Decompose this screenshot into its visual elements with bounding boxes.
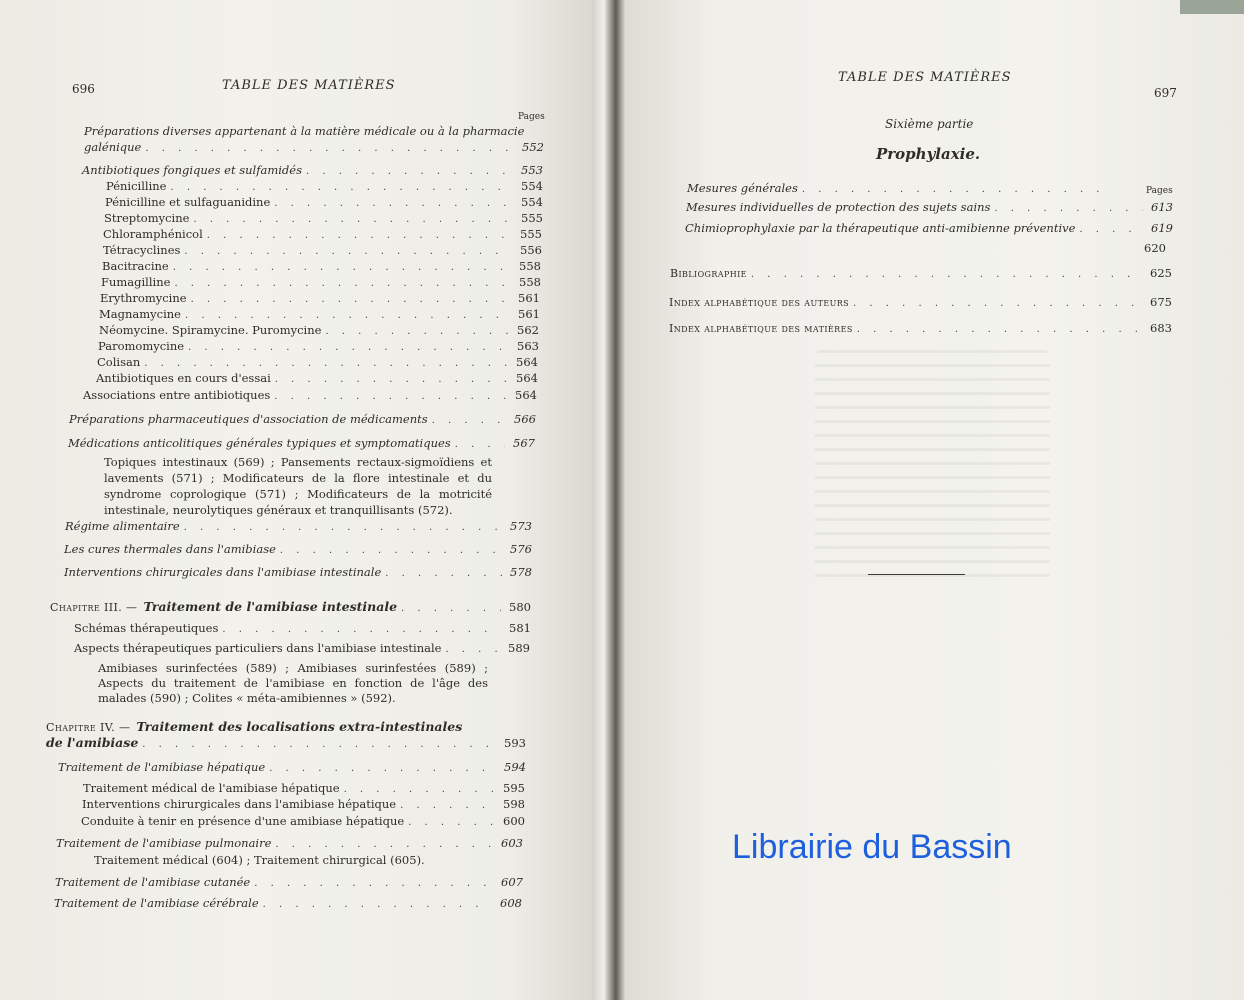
toc-entry: Tétracyclines . . . 556 <box>103 243 542 259</box>
toc-entry: Médications anticolitiques générales typiques et symptomatiques . . . 567 <box>68 436 535 452</box>
part-title: Prophylaxie. <box>876 145 981 163</box>
toc-entry: Antibiotiques en cours d'essai . . . 564 <box>96 371 538 387</box>
toc-entry: Index alphabétique des matières . . . 683 <box>669 321 1172 337</box>
toc-entry: Magnamycine . . . 561 <box>99 307 540 323</box>
toc-entry: Régime alimentaire . . . 573 <box>65 519 532 535</box>
toc-entry: Aspects thérapeutiques particuliers dans l'amibiase intestinale . . . 589 <box>74 641 530 657</box>
left-pages-label: Pages <box>518 112 545 122</box>
end-rule <box>868 574 965 575</box>
toc-subentries: Traitement médical (604) ; Traitement chirurgical (605). <box>94 853 425 867</box>
toc-entry: Conduite à tenir en présence d'une amibiase hépatique . . . 600 <box>81 814 525 830</box>
toc-entry: Traitement de l'amibiase hépatique . . . 594 <box>58 760 526 776</box>
toc-entry: Préparations pharmaceutiques d'association de médicaments . . . 566 <box>69 412 536 428</box>
book-gutter <box>592 0 626 1000</box>
toc-entry: Pénicilline . . . 554 <box>106 179 543 195</box>
toc-entry: Les cures thermales dans l'amibiase . . . 576 <box>64 542 532 558</box>
toc-entry: Erythromycine . . . 561 <box>100 291 540 307</box>
chapter-heading: Chapitre III. — Traitement de l'amibiase intestinale . . . 580 <box>50 600 531 616</box>
toc-entry: Paromomycine . . . 563 <box>98 339 539 355</box>
chapter-heading: Chapitre IV. — Traitement des localisations extra-intestinales <box>46 719 463 734</box>
toc-entry: Antibiotiques fongiques et sulfamidés . . . 553 <box>82 163 543 179</box>
toc-entry: Interventions chirurgicales dans l'amibiase hépatique . . . 598 <box>82 797 525 813</box>
toc-entry: Bacitracine . . . 558 <box>102 259 541 275</box>
toc-entry: Associations entre antibiotiques . . . 564 <box>83 388 537 404</box>
toc-entry: Index alphabétique des auteurs . . . 675 <box>669 295 1172 311</box>
toc-entry: Traitement de l'amibiase cérébrale . . . 608 <box>54 896 522 912</box>
watermark: Librairie du Bassin <box>732 828 1012 866</box>
toc-entry: Bibliographie . . . 625 <box>670 266 1172 282</box>
toc-entry: Traitement médical de l'amibiase hépatique . . . 595 <box>83 781 525 797</box>
toc-entry: Schémas thérapeutiques . . . 581 <box>74 621 531 637</box>
left-running-head: TABLE DES MATIÈRES <box>222 78 396 93</box>
left-page-number: 696 <box>72 82 95 96</box>
toc-entry: galénique . . . 552 <box>84 140 544 156</box>
toc-entry: Chimioprophylaxie par la thérapeutique anti-amibienne préventive . . . 619 <box>685 221 1173 237</box>
show-through-text <box>815 350 1050 580</box>
toc-entry: Colisan . . . 564 <box>97 355 538 371</box>
background-strip <box>1180 0 1244 14</box>
toc-entry: Mesures individuelles de protection des sujets sains . . . 613 <box>686 200 1173 216</box>
toc-entry: 620 <box>1144 241 1166 255</box>
toc-entry: Chloramphénicol . . . 555 <box>103 227 542 243</box>
toc-entry: Fumagilline . . . 558 <box>101 275 541 291</box>
part-label: Sixième partie <box>885 117 974 131</box>
toc-entry: Pénicilline et sulfaguanidine . . . 554 <box>105 195 543 211</box>
toc-entry: Traitement de l'amibiase pulmonaire . . . 603 <box>56 836 523 852</box>
toc-subentries: Amibiases surinfectées (589) ; Amibiases surinfestées (589) ; Aspects du traitement de l'amibiase en fonction de l'âge des malades (590) ; Colites « méta-amibiennes » (592). <box>98 661 488 705</box>
toc-entry: Néomycine. Spiramycine. Puromycine . . . 562 <box>99 323 539 339</box>
toc-entry: Interventions chirurgicales dans l'amibiase intestinale . . . 578 <box>64 565 532 581</box>
toc-entry: Mesures générales . . . <box>687 181 1107 197</box>
toc-entry: Préparations diverses appartenant à la matière médicale ou à la pharmacie <box>84 124 525 138</box>
right-pages-label: Pages <box>1146 186 1173 196</box>
chapter-heading: de l'amibiase . . . 593 <box>46 736 526 752</box>
toc-subentries: Topiques intestinaux (569) ; Pansements rectaux-sigmoïdiens et lavements (571) ; Modificateurs de la flore intestinale et du syndrome coprologique (571) ; Modificateurs de la motricité intestinale, neurolytiques généraux et tranquillisants (572). <box>104 455 492 517</box>
toc-entry: Streptomycine . . . 555 <box>104 211 543 227</box>
right-running-head: TABLE DES MATIÈRES <box>838 70 1012 85</box>
toc-entry: Traitement de l'amibiase cutanée . . . 607 <box>55 875 523 891</box>
right-page-number: 697 <box>1154 86 1177 100</box>
